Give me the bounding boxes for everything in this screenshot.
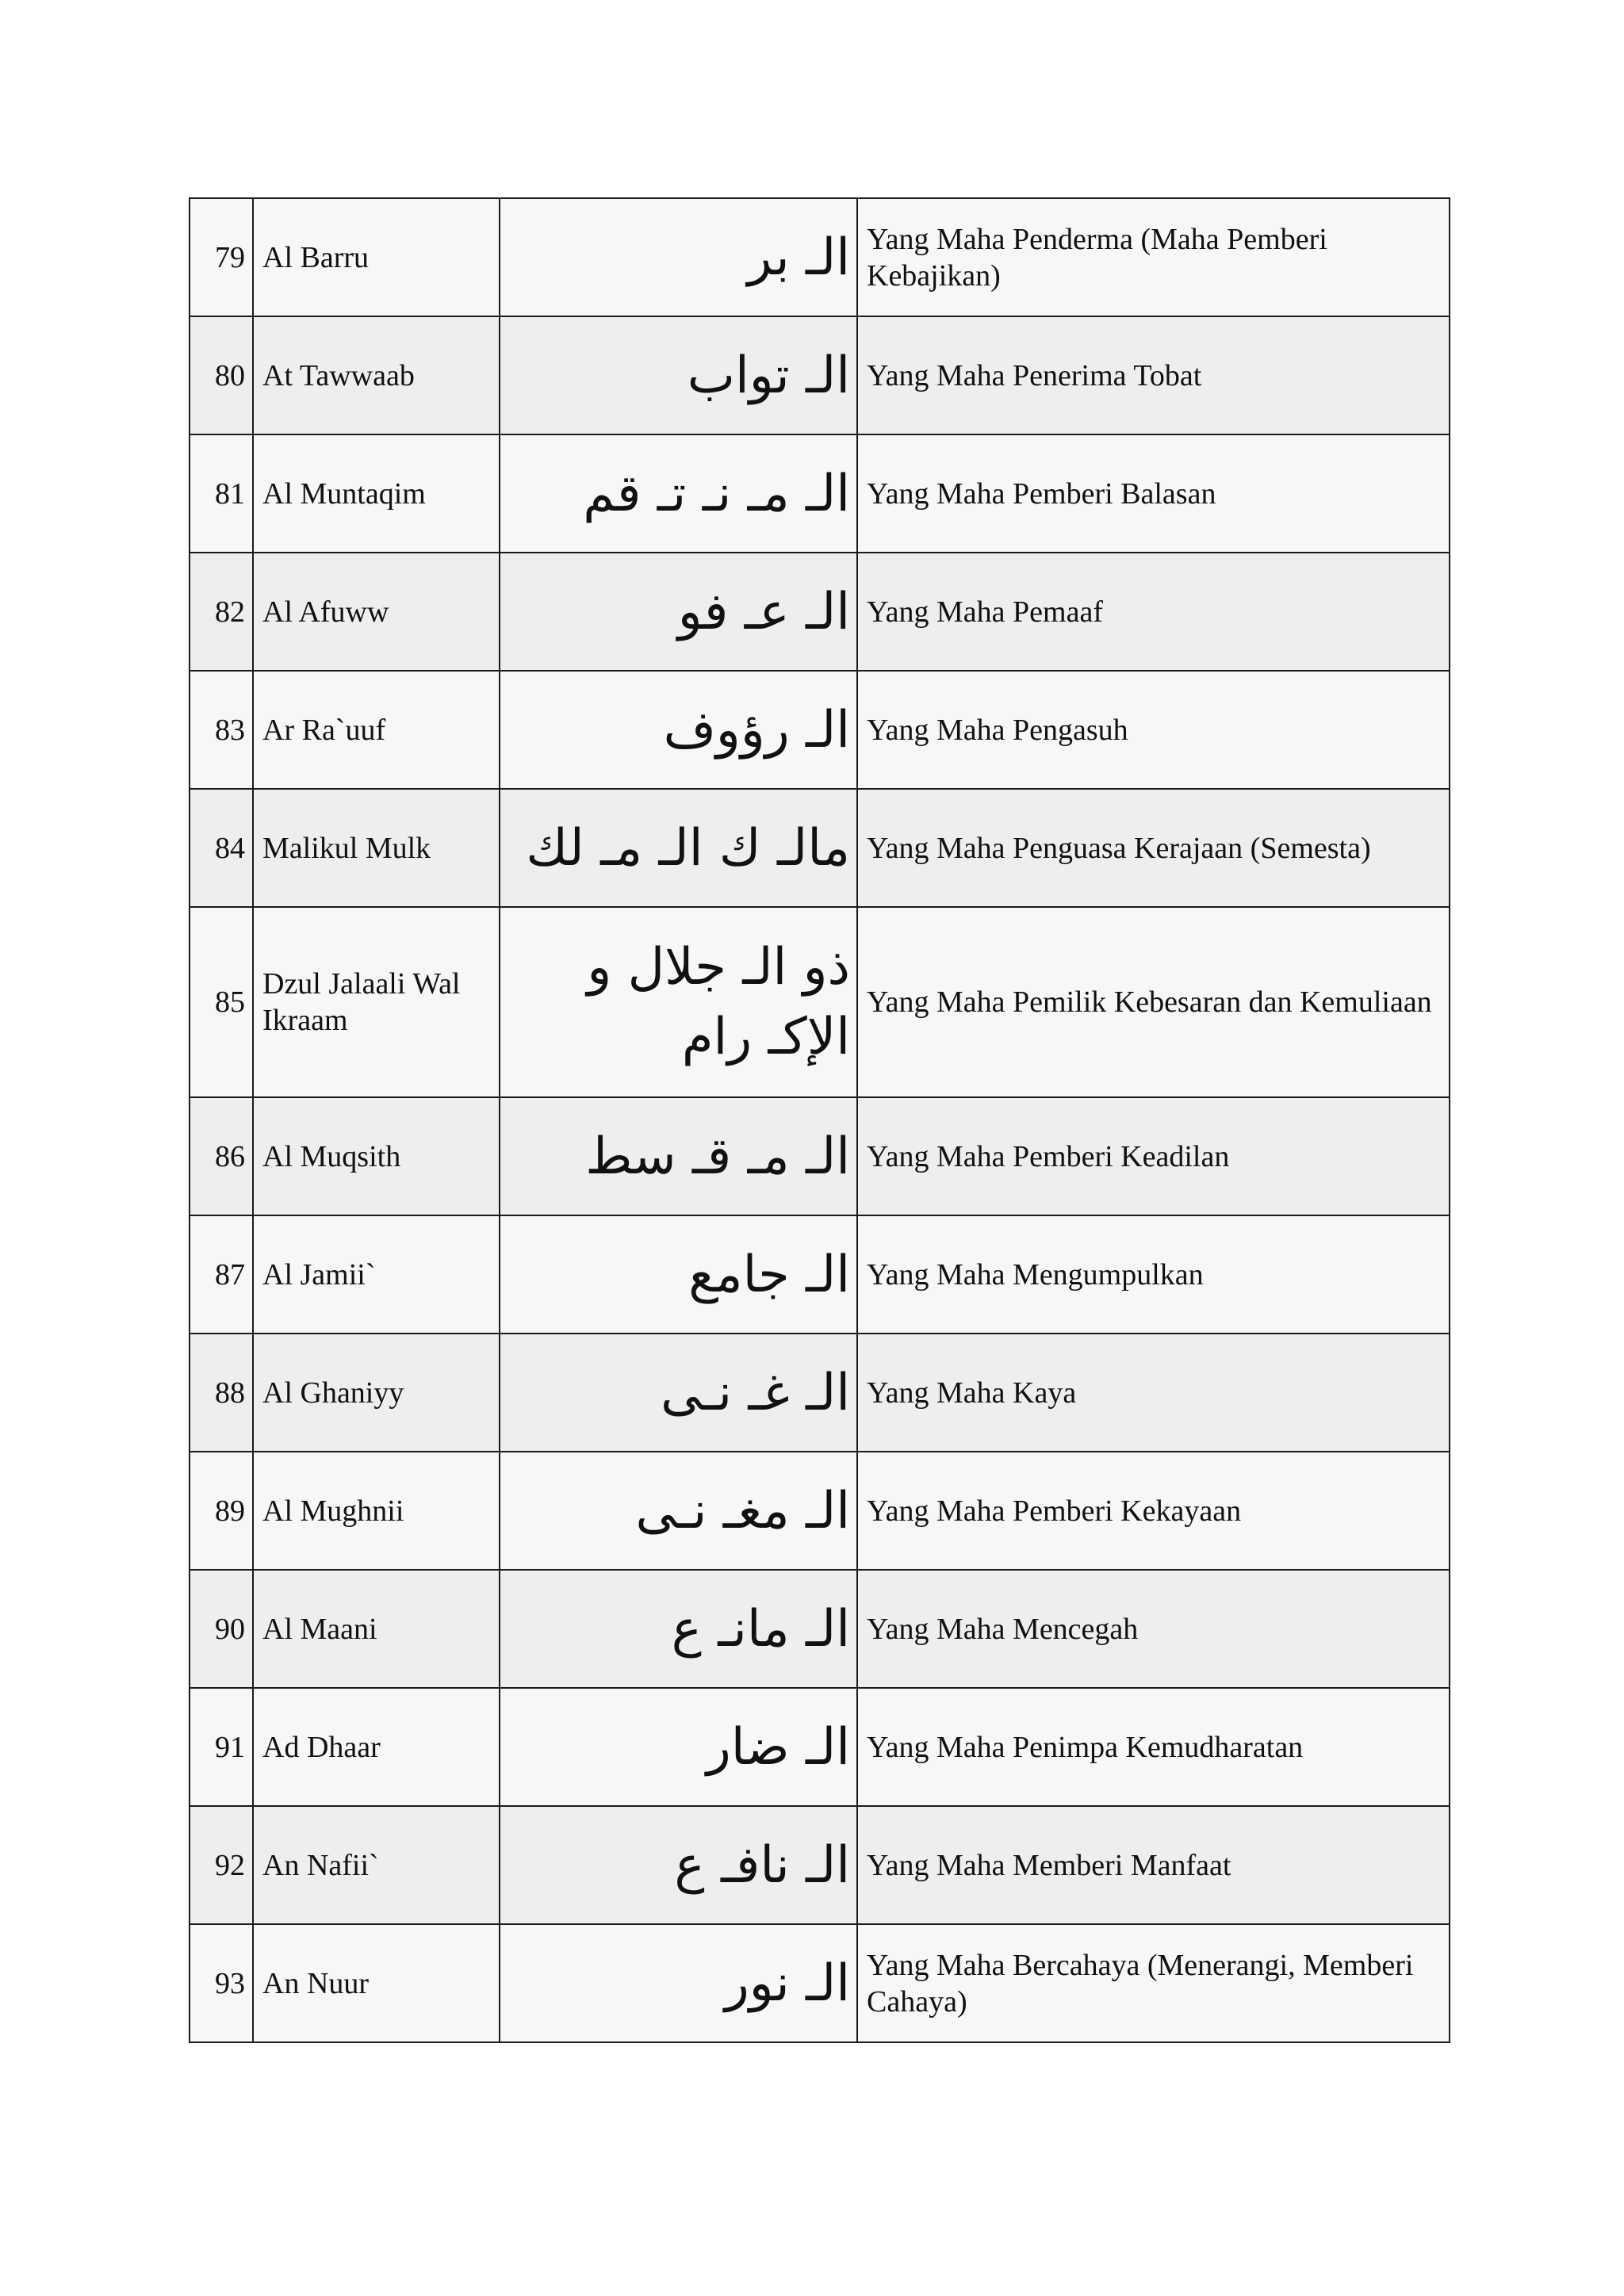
latin-name: Al Muntaqim [253,434,500,553]
arabic-name: ذو الـ جلال و الإكـ رام [500,907,857,1097]
meaning: Yang Maha Penderma (Maha Pemberi Kebajikan) [857,198,1450,316]
meaning: Yang Maha Penerima Tobat [857,316,1450,434]
table-row [190,1097,1450,1215]
table-row [190,789,1450,907]
row-number: 79 [190,198,253,316]
table-row [190,553,1450,671]
arabic-name: الـ ضار [500,1688,857,1806]
table-row [190,434,1450,553]
table-body [190,198,1450,2042]
meaning: Yang Maha Pengasuh [857,671,1450,789]
table-row [190,671,1450,789]
row-number: 91 [190,1688,253,1806]
row-number: 93 [190,1924,253,2042]
arabic-name: الـ رؤوف [500,671,857,789]
latin-name: Dzul Jalaali Wal Ikraam [253,907,500,1097]
meaning: Yang Maha Pemaaf [857,553,1450,671]
arabic-name: الـ نافـ ع [500,1806,857,1924]
meaning: Yang Maha Pemberi Kekayaan [857,1452,1450,1570]
arabic-name: الـ نور [500,1924,857,2042]
row-number: 85 [190,907,253,1097]
latin-name: An Nuur [253,1924,500,2042]
latin-name: Al Maani [253,1570,500,1688]
meaning: Yang Maha Pemberi Balasan [857,434,1450,553]
row-number: 87 [190,1215,253,1334]
arabic-name: الـ بر [500,198,857,316]
row-number: 80 [190,316,253,434]
meaning: Yang Maha Pemberi Keadilan [857,1097,1450,1215]
table-row [190,198,1450,316]
table-row [190,1215,1450,1334]
table-row [190,907,1450,1097]
latin-name: An Nafii` [253,1806,500,1924]
arabic-name: الـ مـ قـ سط [500,1097,857,1215]
row-number: 83 [190,671,253,789]
arabic-name: مالـ ك الـ مـ لك [500,789,857,907]
arabic-name: الـ غـ نـى [500,1334,857,1452]
row-number: 90 [190,1570,253,1688]
table-row [190,316,1450,434]
arabic-name: الـ تواب [500,316,857,434]
meaning: Yang Maha Bercahaya (Menerangi, Memberi Cahaya) [857,1924,1450,2042]
row-number: 82 [190,553,253,671]
arabic-name: الـ مغـ نـى [500,1452,857,1570]
latin-name: Ar Ra`uuf [253,671,500,789]
row-number: 89 [190,1452,253,1570]
latin-name: Al Barru [253,198,500,316]
row-number: 92 [190,1806,253,1924]
meaning: Yang Maha Memberi Manfaat [857,1806,1450,1924]
table-row [190,1924,1450,2042]
latin-name: Malikul Mulk [253,789,500,907]
latin-name: Al Muqsith [253,1097,500,1215]
latin-name: At Tawwaab [253,316,500,434]
row-number: 84 [190,789,253,907]
arabic-name: الـ مانـ ع [500,1570,857,1688]
row-number: 81 [190,434,253,553]
latin-name: Al Ghaniyy [253,1334,500,1452]
meaning: Yang Maha Kaya [857,1334,1450,1452]
table-row [190,1452,1450,1570]
arabic-name: الـ جامع [500,1215,857,1334]
table-row [190,1688,1450,1806]
arabic-name: الـ مـ نـ تـ قم [500,434,857,553]
latin-name: Al Jamii` [253,1215,500,1334]
meaning: Yang Maha Mencegah [857,1570,1450,1688]
row-number: 88 [190,1334,253,1452]
row-number: 86 [190,1097,253,1215]
table-row [190,1806,1450,1924]
latin-name: Ad Dhaar [253,1688,500,1806]
meaning: Yang Maha Penimpa Kemudharatan [857,1688,1450,1806]
latin-name: Al Mughnii [253,1452,500,1570]
table-row [190,1570,1450,1688]
asmaul-husna-table [189,197,1450,2043]
meaning: Yang Maha Pemilik Kebesaran dan Kemuliaan [857,907,1450,1097]
arabic-name: الـ عـ فو [500,553,857,671]
table-row [190,1334,1450,1452]
meaning: Yang Maha Mengumpulkan [857,1215,1450,1334]
latin-name: Al Afuww [253,553,500,671]
meaning: Yang Maha Penguasa Kerajaan (Semesta) [857,789,1450,907]
